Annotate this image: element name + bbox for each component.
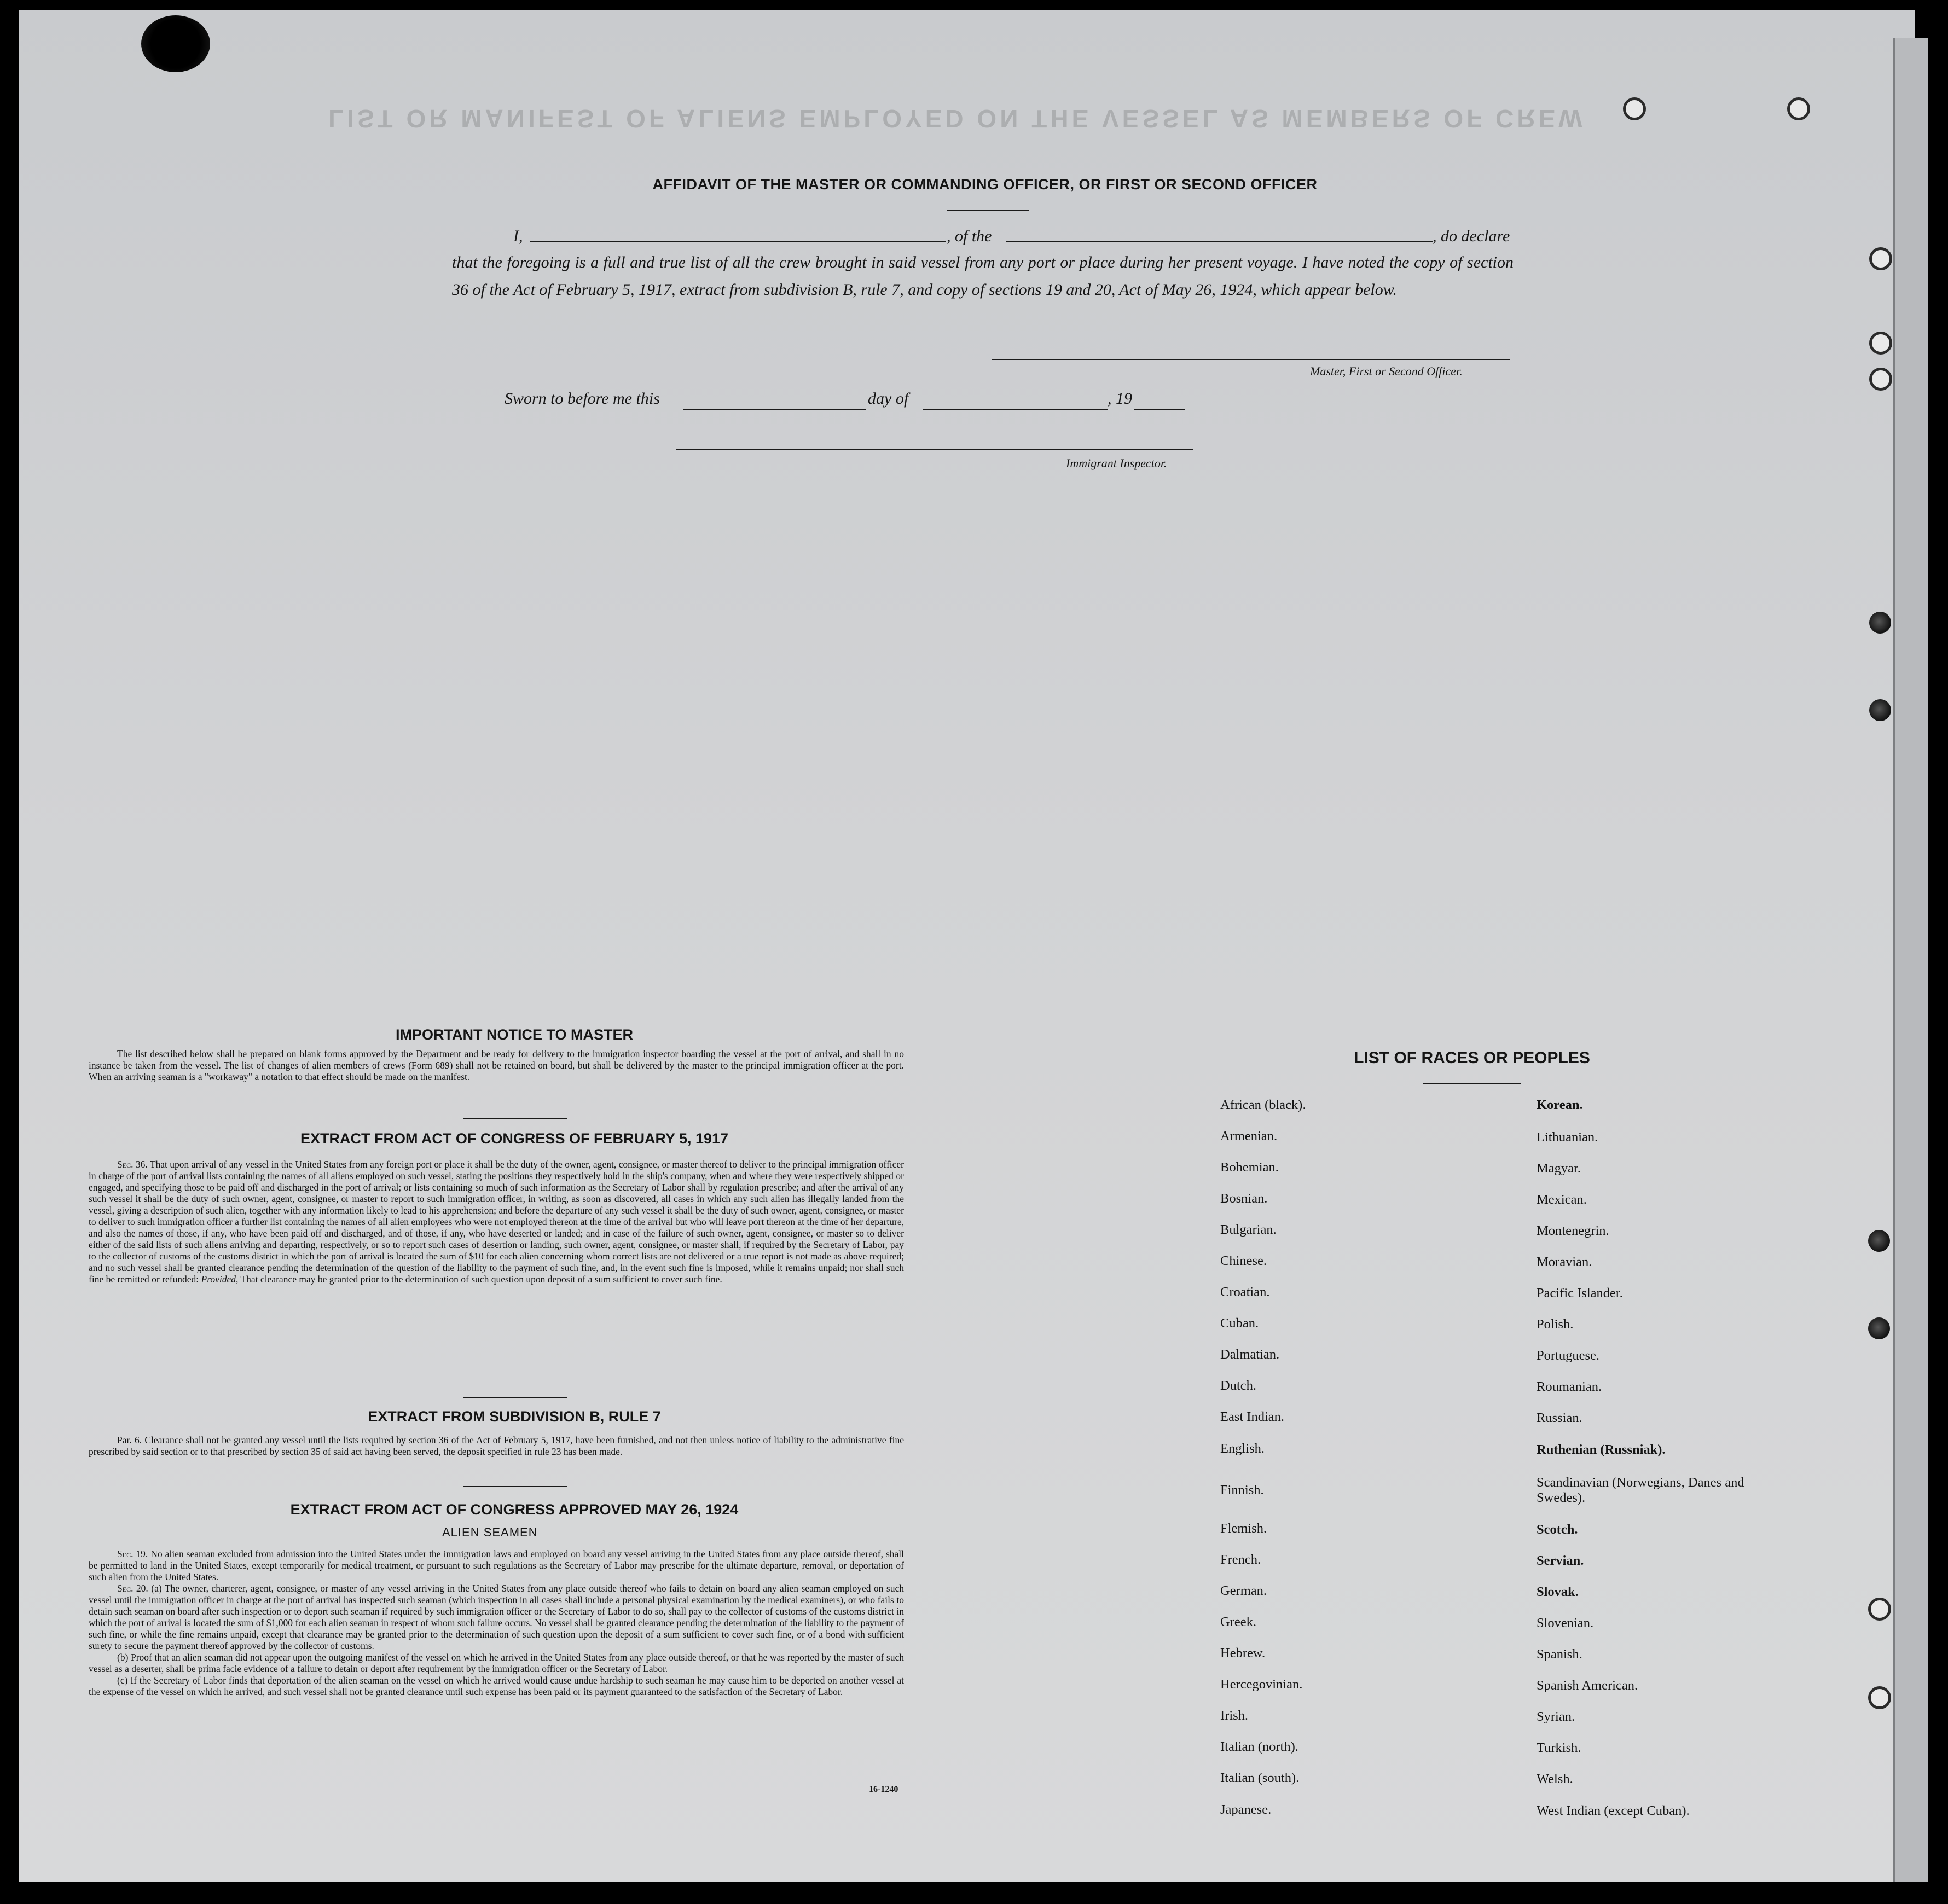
race-item: Mexican. <box>1537 1192 1587 1207</box>
race-item: Magyar. <box>1537 1161 1581 1176</box>
affidavit-title: AFFIDAVIT OF THE MASTER OR COMMANDING OFFICER, OR FIRST OR SECOND OFFICER <box>652 176 1318 193</box>
race-item: Slovenian. <box>1537 1616 1594 1630</box>
race-item: Dutch. <box>1220 1378 1256 1393</box>
race-item: Spanish. <box>1537 1647 1582 1662</box>
race-item: Croatian. <box>1220 1285 1270 1299</box>
punch-hole-icon <box>1869 612 1891 634</box>
race-item: Greek. <box>1220 1615 1256 1629</box>
master-signature-label: Master, First or Second Officer. <box>1310 364 1463 378</box>
race-item: Armenian. <box>1220 1129 1278 1143</box>
race-item: French. <box>1220 1552 1261 1567</box>
sworn-date-blank[interactable] <box>683 409 866 410</box>
punch-hole-icon <box>1869 247 1892 270</box>
extract-rule7-title: EXTRACT FROM SUBDIVISION B, RULE 7 <box>368 1408 661 1425</box>
reverse-bleed-text: LIST OR MANIFEST OF ALIENS EMPLOYED ON THE VESSEL AS MEMBERS OF CREW <box>328 105 1586 133</box>
punch-hole-icon <box>1787 97 1810 120</box>
section-20c-text: (c) If the Secretary of Labor finds that deportation of the alien seaman on the vessel on which he arrived would cause undue hardship to such seaman he may cause him to be deported on another vessel at the expense of the vessel on which he arrived, and such vessel shall not be granted clearance until such expense has been paid or its payment guaranteed to the satisfaction of the Secretary of Labor. <box>89 1675 904 1697</box>
race-item: Cuban. <box>1220 1316 1259 1331</box>
race-item: Polish. <box>1537 1317 1574 1332</box>
notice-text <box>89 1048 904 1083</box>
form-number: 16-1240 <box>869 1785 898 1794</box>
year-blank[interactable] <box>1134 409 1185 410</box>
day-of-text: day of <box>868 390 909 408</box>
section-20b-text: (b) Proof that an alien seaman did not appear upon the outgoing manifest of the vessel on which he arrived in the United States from any place outside thereof, or that he was reported by the master of such vessel as a deserter, shall be prima facie evidence of a failure to detain or deport after requirement by the immigration officer or the Secretary of Labor. <box>89 1652 904 1674</box>
punch-hole-icon <box>1868 1317 1890 1339</box>
section-text: That upon arrival of any vessel in the United States from any foreign port or place it shall be the duty of the owner, agent, consignee, or master thereof to deliver to the principal immigration officer in charge of the port of arrival lists containing the names of all aliens employed on such vessel, stating the positions they respectively hold in the ship's company, when and where they were respectively shipped or engaged, and specifying those to be paid off and discharged in the port of arrival; or lists containing so much of such information as the Secretary of Labor shall by regulation prescribe; and after the arrival of any such vessel it shall be the duty of such owner, agent, consignee, or master to report to such immigration officer, in writing, as soon as discovered, all cases in which any such alien has illegally landed from the vessel, giving a description of such alien, together with any information likely to lead to his apprehension; and before the departure of any such vessel it shall be the duty of such owner, agent, consignee, or master to deliver to such immigration officer a further list containing the names of all alien employees who were not employed thereon at the time of the arrival but who will leave port thereon at the time of her departure, and also the names of those, if any, who have been paid off and discharged, and of those, if any, who have deserted or landed; and in case of the failure of such owner, agent, consignee, or master so to deliver either of the said lists of such aliens arriving and departing, respectively, or so to report such cases of desertion or landing, such owner, agent, consignee, or master shall, if required by the Secretary of Labor, pay to the collector of customs of the customs district in which the port of arrival is located the sum of $10 for each alien concerning whom correct lists are not delivered or a true report is not made as above required; and no such vessel shall be granted clearance pending the determination of the question of the liability to the payment of such fine, and, in the event such fine is imposed, while it remains unpaid; nor shall such fine be remitted or refunded: <box>89 1159 904 1285</box>
race-item: African (black). <box>1220 1098 1306 1112</box>
section-20-label: Sec. 20. <box>117 1583 148 1594</box>
punch-hole-icon <box>1868 1230 1890 1252</box>
race-item: Italian (south). <box>1220 1771 1300 1785</box>
race-item: Chinese. <box>1220 1253 1267 1268</box>
race-item: Ruthenian (Russniak). <box>1537 1442 1666 1457</box>
divider <box>463 1397 567 1398</box>
divider <box>1423 1083 1521 1084</box>
provided-text: Provided, <box>201 1274 239 1285</box>
section-label: Sec. 36. <box>117 1159 148 1170</box>
name-blank[interactable] <box>530 241 946 242</box>
ink-blot <box>141 15 210 72</box>
race-item: Russian. <box>1537 1410 1582 1425</box>
sworn-text: Sworn to before me this <box>505 390 660 408</box>
race-item: Pacific Islander. <box>1537 1286 1623 1301</box>
race-item: Welsh. <box>1537 1772 1573 1786</box>
divider <box>947 210 1029 211</box>
race-item: Italian (north). <box>1220 1739 1298 1754</box>
race-item: Scandinavian (Norwegians, Danes and Swedes). <box>1537 1475 1744 1505</box>
race-item: Hercegovinian. <box>1220 1677 1303 1692</box>
alien-seamen-subtitle: ALIEN SEAMEN <box>442 1525 538 1539</box>
section-19-label: Sec. 19. <box>117 1548 148 1559</box>
race-item: German. <box>1220 1583 1267 1598</box>
race-item: Roumanian. <box>1537 1379 1602 1394</box>
punch-hole-icon <box>1869 699 1891 721</box>
race-item: Dalmatian. <box>1220 1347 1280 1362</box>
race-item: Flemish. <box>1220 1521 1267 1536</box>
affidavit-of-the: , of the <box>947 227 992 245</box>
race-item: Hebrew. <box>1220 1646 1266 1661</box>
punch-hole-icon <box>1623 97 1646 120</box>
vessel-blank[interactable] <box>1006 241 1433 242</box>
race-item: English. <box>1220 1441 1265 1456</box>
race-item: Slovak. <box>1537 1584 1579 1599</box>
race-item: Turkish. <box>1537 1740 1581 1755</box>
underlying-page-edge <box>1893 38 1928 1882</box>
race-item: East Indian. <box>1220 1409 1285 1424</box>
section-19-text: No alien seaman excluded from admission into the United States under the immigration laws and employed on board any vessel arriving in the United States from any place outside thereof, shall be permitted to land in the United States, except temporarily for medical treatment, or pursuant to such regulations as the Secretary of Labor may prescribe for the ultimate departure, removal, or deportation of such alien from the United States. <box>89 1548 905 1582</box>
race-item: Montenegrin. <box>1537 1223 1609 1238</box>
races-title: LIST OF RACES OR PEOPLES <box>1354 1049 1590 1067</box>
extract-1917-text <box>89 1159 904 1285</box>
race-item: Syrian. <box>1537 1709 1575 1724</box>
race-item: Lithuanian. <box>1537 1130 1598 1145</box>
punch-hole-icon <box>1869 368 1892 391</box>
race-item: Spanish American. <box>1537 1678 1638 1693</box>
punch-hole-icon <box>1869 332 1892 355</box>
notice-paragraph: The list described below shall be prepared on blank forms approved by the Department and be ready for delivery to the immigration inspector boarding the vessel at the port of arrival, and shall in no instance be taken from the vessel. The list of changes of alien members of crews (Form 689) shall not be retained on board, but shall be delivered by the master to the principal immigration officer at the port. When an arriving seaman is a "workaway" a notation to that effect should be made on the manifest. <box>89 1048 904 1082</box>
section-text-end: That clearance may be granted prior to the determination of such question upon deposit of a sum sufficient to cover such fine. <box>240 1274 722 1285</box>
extract-rule7-text <box>89 1435 904 1458</box>
punch-hole-icon <box>1868 1598 1891 1621</box>
rule7-paragraph: Par. 6. Clearance shall not be granted any vessel until the lists required by section 36 of the Act of February 5, 1917, have been furnished, and not then unless notice of liability to the administrative fine prescribed by said section or to that prescribed by section 35 of said act having been served, the deposit specified in rule 23 has been made. <box>89 1435 904 1457</box>
divider <box>463 1486 567 1487</box>
race-item: Japanese. <box>1220 1802 1272 1817</box>
notice-title: IMPORTANT NOTICE TO MASTER <box>396 1026 633 1043</box>
month-blank[interactable] <box>923 409 1108 410</box>
race-item: Bulgarian. <box>1220 1222 1277 1237</box>
affidavit-declare: , do declare <box>1433 227 1510 245</box>
inspector-label: Immigrant Inspector. <box>1066 456 1167 470</box>
extract-1924-title: EXTRACT FROM ACT OF CONGRESS APPROVED MAY 26, 1924 <box>290 1501 739 1518</box>
race-item: Scotch. <box>1537 1522 1578 1537</box>
master-signature-line[interactable] <box>992 359 1510 360</box>
race-item: Irish. <box>1220 1708 1249 1723</box>
race-item: Korean. <box>1537 1098 1583 1112</box>
extract-1917-title: EXTRACT FROM ACT OF CONGRESS OF FEBRUARY 5, 1917 <box>300 1130 729 1147</box>
affidavit-i: I, <box>513 227 523 245</box>
race-item: Finnish. <box>1220 1483 1264 1497</box>
punch-hole-icon <box>1868 1686 1891 1709</box>
race-item: Servian. <box>1537 1553 1584 1568</box>
race-item: Bohemian. <box>1220 1160 1279 1175</box>
year-prefix: , 19 <box>1108 390 1132 408</box>
extract-1924-text <box>89 1548 904 1698</box>
race-item: West Indian (except Cuban). <box>1537 1803 1690 1818</box>
race-item: Bosnian. <box>1220 1191 1268 1206</box>
affidavit-body: that the foregoing is a full and true list of all the crew brought in said vessel from any port or place during her present voyage. I have noted the copy of section 36 of the Act of February 5, 1917, extract from subdivision B, rule 7, and copy of sections 19 and 20, Act of May 26, 1924, which appear below. <box>452 253 1514 299</box>
section-20a-text: (a) The owner, charterer, agent, consignee, or master of any vessel arriving in the United States from any place outside thereof who fails to detain on board any alien seaman employed on such vessel until the immigration officer in charge at the port of arrival has inspected such seaman (which inspection in all cases shall include a personal physical examination by the medical examiners), or who fails to detain such seaman on board after such inspection or to deport such seaman if required by such immigration officer or the Secretary of Labor to do so, shall pay to the collector of customs of the customs district in which the port of arrival is located the sum of $1,000 for each alien seaman in respect of whom such failure occurs. No vessel shall be granted clearance pending the determination of the liability to the payment of such fine, or while the fine remains unpaid, except that clearance may be granted prior to the determination of such question upon the deposit of a sum sufficient to cover such fine, or of a bond with sufficient surety to secure the payment thereof approved by the collector of customs. <box>89 1583 904 1651</box>
race-item: Moravian. <box>1537 1255 1592 1269</box>
inspector-signature-line[interactable] <box>676 449 1193 450</box>
divider <box>463 1118 567 1119</box>
race-item: Portuguese. <box>1537 1348 1599 1363</box>
